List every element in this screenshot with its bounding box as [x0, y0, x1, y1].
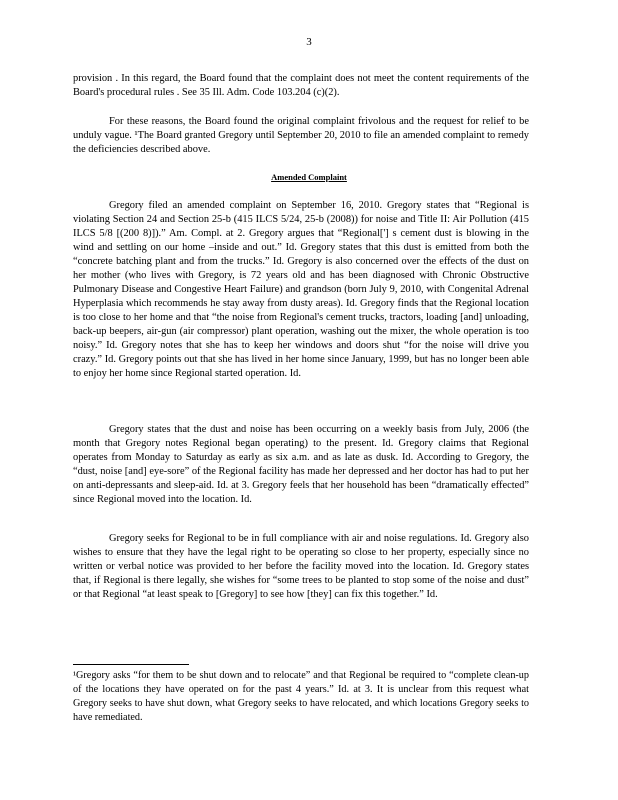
page-number: 3 [306, 36, 312, 48]
paragraph-provision: provision . In this regard, the Board found that the complaint does not meet the content requirements of the Board's procedural rules . See 35 Ill. Adm. Code 103.204 (c)(2). [73, 73, 529, 98]
paragraph-for-these-reasons: For these reasons, the Board found the original complaint frivolous and the request for relief to be unduly vague. ¹The Board granted Gregory until September 20, 2010 to file an amended complaint to remedy the deficiencies described above. [73, 116, 529, 155]
paragraph-amended-complaint-filed: Gregory filed an amended complaint on September 16, 2010. Gregory states that “Regional is violating Section 24 and Section 25-b (415 ILCS 5/24, 25-b (2008)) for noise and Title II: Air Pollution (415 ILCS 5/8 [(200 8)]).” Am. Compl. at 2. Gregory argues that “Regional['] s cement dust is blowing in the wind and settling on our home –inside and out.” Id. Gregory states that this dust is emitted from both the “concrete batching plant and from the trucks.” Id. Gregory is also concerned over the effects of the dust on her mother (who lives with Gregory, is 72 years old and has been diagnosed with Chronic Obstructive Pulmonary Disease and Congestive Heart Failure) and grandson (born July 9, 2010, with Congenital Adrenal Hyperplasia which recommends he stay away from dusty areas). Id. Gregory finds that the Regional location is too close to her home and that “the noise from Regional's cement trucks, tractors, loading [and] unloading, back-up beepers, air-gun (air compressor) plant operation, washing out the mixer, the whole operation is too noisy.” Id. Gregory notes that she has to keep her windows and doors shut “for the noise will drive you crazy.” Id. Gregory points out that she has lived in her home since January, 1999, but has no longer been able to enjoy her home since Regional started operation. Id. [73, 200, 529, 379]
paragraph-relief-sought: Gregory seeks for Regional to be in full compliance with air and noise regulations. Id. Gregory also wishes to ensure that they have the legal right to be operating so close to her property, especially since no written or verbal notice was provided to her before the facility moved into the location. Id. Gregory states that, if Regional is there legally, she wishes for “some trees to be planted to stop some of the noise and dust” or that Regional “at least speak to [Gregory] to see how [they] can fix this together.” Id. [73, 533, 529, 600]
paragraph-dust-and-noise: Gregory states that the dust and noise has been occurring on a weekly basis from July, 2006 (the month that Gregory notes Regional began operating) to the present. Id. Gregory claims that Regional operates from Monday to Saturday as early as six a.m. and as late as dusk. Id. According to Gregory, the “dust, noise [and] eye-sore” of the Regional facility has made her depressed and her doctor has had to put her on anti-depressants and sleep-aid. Id. at 3. Gregory feels that her household has been “dramatically effected” since Regional moved into the location. Id. [73, 424, 529, 505]
footnote-1: ¹Gregory asks “for them to be shut down and to relocate” and that Regional be required to “complete clean-up of the locations they have operated on for the past 4 years.” Id. at 3. It is unclear from this request what Gregory seeks to have shut down, what Gregory seeks to have relocated, and which locations Gregory seeks to have remediated. [73, 670, 529, 723]
section-heading [0, 172, 618, 182]
footnote-divider [73, 664, 189, 665]
heading-amended-complaint: Amended Complaint [271, 172, 347, 182]
